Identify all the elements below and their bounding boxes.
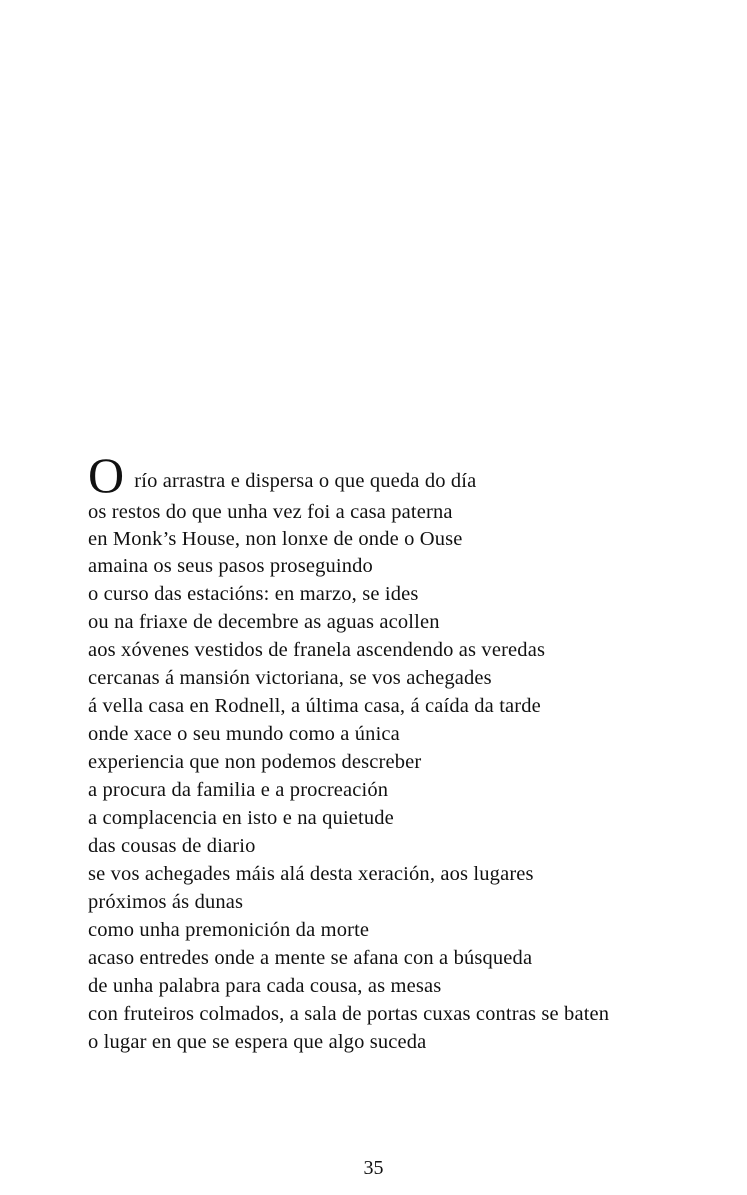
poem-line: acaso entredes onde a mente se afana con a búsqueda <box>88 947 533 969</box>
poem-line: onde xace o seu mundo como a única <box>88 723 400 745</box>
poem-line: a procura da familia e a procreación <box>88 779 389 801</box>
poem-line: amaina os seus pasos proseguindo <box>88 555 373 577</box>
poem-line: os restos do que unha vez foi a casa paterna <box>88 501 453 523</box>
poem-line: experiencia que non podemos descreber <box>88 751 422 773</box>
poem-line: con fruteiros colmados, a sala de portas cuxas contras se baten <box>88 1003 610 1025</box>
poem-line: o curso das estacións: en marzo, se ides <box>88 583 419 605</box>
poem-line: como unha premonición da morte <box>88 919 370 941</box>
poem-line: de unha palabra para cada cousa, as mesas <box>88 975 442 997</box>
poem-line: se vos achegades máis alá desta xeración, aos lugares <box>88 863 534 885</box>
poem-line: a complacencia en isto e na quietude <box>88 807 394 829</box>
poem-line: próximos ás dunas <box>88 891 244 913</box>
poem-line: o lugar en que se espera que algo suceda <box>88 1031 427 1053</box>
poem-line: á vella casa en Rodnell, a última casa, á caída da tarde <box>88 695 541 717</box>
page-number: 35 <box>363 1157 384 1179</box>
poem-line: das cousas de diario <box>88 835 256 857</box>
poem-line: ou na friaxe de decembre as aguas acollen <box>88 611 440 633</box>
poem-first-line <box>88 447 477 503</box>
poem-line: río arrastra e dispersa o que queda do día <box>134 469 477 492</box>
drop-cap: O <box>88 447 125 503</box>
poem-line: en Monk’s House, non lonxe de onde o Ouse <box>88 528 463 550</box>
poem-line: cercanas á mansión victoriana, se vos achegades <box>88 667 492 689</box>
poem-line: aos xóvenes vestidos de franela ascendendo as veredas <box>88 639 546 661</box>
